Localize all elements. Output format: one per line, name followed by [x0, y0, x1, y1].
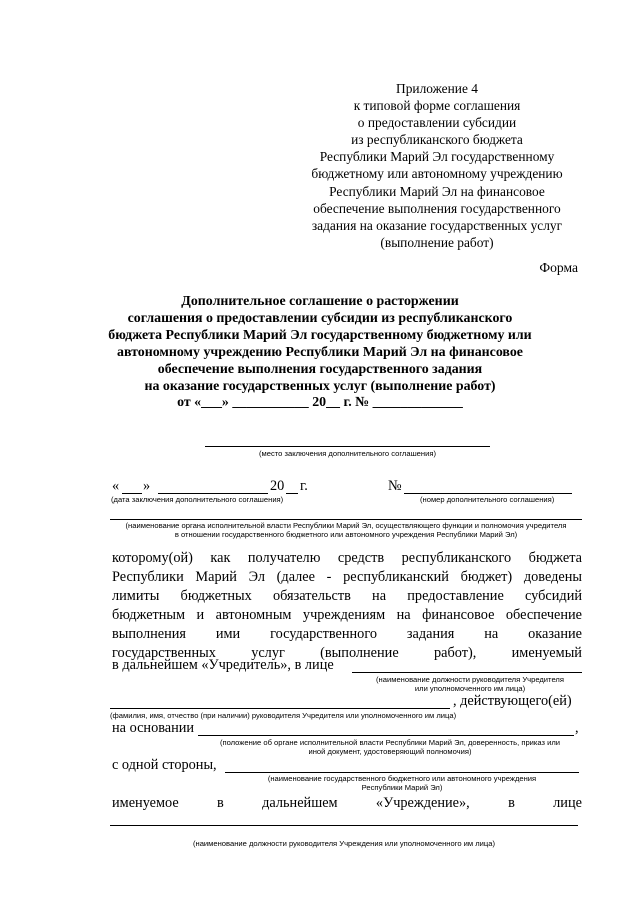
appendix-line: обеспечение выполнения государственного [313, 200, 561, 216]
acting-text: , действующего(ей) [453, 693, 572, 709]
appendix-line: Республики Марий Эл государственному [319, 149, 555, 165]
appendix-line: Приложение 4 [396, 81, 478, 96]
date-year-prefix: 20 [270, 478, 285, 494]
basis-label: на основании [112, 720, 195, 736]
institution-caption-line-1: (наименование государственного бюджетного или автономного учреждения [267, 774, 537, 783]
body-line: которому(ой) как получателю средств республиканского бюджета [112, 550, 582, 566]
basis-comma: , [575, 720, 579, 736]
body-word: государственных [112, 645, 216, 661]
title-line: на оказание государственных услуг (выполнение работ) [144, 378, 496, 394]
date-open-quote: « [112, 478, 120, 494]
body-word: именуемое [112, 795, 179, 811]
basis-caption-line-2: иной документ, удостоверяющий полномочия) [308, 747, 472, 756]
body-word: «Учреждение», [375, 795, 470, 811]
body-word: выполнения [112, 626, 186, 642]
date-close-quote: » [143, 478, 151, 494]
title-line: обеспечение выполнения государственного задания [157, 361, 483, 377]
institution-head-caption: (наименование должности руководителя Учреждения или уполномоченного им лица) [192, 839, 495, 848]
appendix-line: Республики Марий Эл на финансовое [329, 183, 545, 199]
appendix-line: к типовой форме соглашения [353, 98, 521, 114]
appendix-line: бюджетному или автономному учреждению [311, 166, 563, 182]
authority-caption-line-1: (наименование органа исполнительной власти Республики Марий Эл, осуществляющего функции и полномочия учредителя [125, 521, 567, 530]
institution-caption-line-2: Республики Марий Эл) [361, 783, 443, 792]
date-year-suffix: г. [300, 478, 308, 494]
form-label: Форма [539, 260, 578, 275]
body-word: задания [406, 626, 455, 642]
body-word: дальнейшем [262, 795, 338, 811]
body-word: ими [215, 626, 241, 642]
title-line: соглашения о предоставлении субсидии из республиканского [127, 310, 513, 326]
number-sign: № [388, 478, 402, 494]
fio-field-line[interactable] [110, 708, 450, 709]
body-line: лимиты бюджетных обязательств на предоставление субсидий [112, 588, 582, 604]
body-word: в [508, 795, 515, 811]
basis-field-line[interactable] [198, 735, 574, 736]
body-word: лице [553, 795, 582, 811]
number-field-line[interactable] [404, 493, 572, 494]
appendix-header [308, 80, 566, 251]
institution-head-field-line[interactable] [110, 825, 578, 826]
body-word: именуемый [511, 645, 582, 661]
position-caption-line-2: или уполномоченного им лица) [414, 684, 526, 693]
body-line [112, 626, 582, 644]
body-word: на [484, 626, 499, 642]
body-line [112, 795, 582, 813]
basis-caption-line-1: (положение об органе исполнительной власти Республики Марий Эл, доверенность, приказ или [219, 738, 561, 747]
title-line: автономному учреждению Республики Марий Эл на финансовое [117, 344, 523, 360]
appendix-line: из республиканского бюджета [351, 132, 523, 148]
authority-caption-line-2: в отношении государственного бюджетного или автономного учреждения Республики Марий Эл) [174, 530, 518, 539]
body-word: (выполнение [320, 645, 399, 661]
place-caption: (место заключения дополнительного соглашения) [259, 449, 436, 458]
appendix-line: о предоставлении субсидии [357, 115, 517, 131]
appendix-line: (выполнение работ) [380, 234, 494, 250]
day-field-line[interactable] [122, 493, 142, 494]
body-word: оказание [528, 626, 582, 642]
title-date-line: от «___» ___________ 20__ г. № _____________ [177, 395, 463, 411]
month-field-line[interactable] [158, 493, 268, 494]
body-word: в [217, 795, 224, 811]
fio-caption: (фамилия, имя, отчество (при наличии) руководителя Учредителя или уполномоченного им лица) [110, 711, 457, 720]
body-line: в дальнейшем «Учредитель», в лице [112, 657, 334, 673]
year-field-line[interactable] [286, 493, 298, 494]
position-field-line[interactable] [352, 672, 582, 673]
body-line: бюджетным и автономным учреждениям на финансовое обеспечение [112, 607, 582, 623]
body-word: услуг [251, 645, 285, 661]
number-caption: (номер дополнительного соглашения) [420, 495, 555, 504]
title-line: Дополнительное соглашение о расторжении [181, 294, 459, 309]
appendix-line: задания на оказание государственных услуг [311, 217, 563, 233]
body-word: работ), [434, 645, 477, 661]
authority-field-line[interactable] [110, 519, 582, 520]
place-field-line[interactable] [205, 446, 490, 447]
title-line: бюджета Республики Марий Эл государственному бюджетному или [108, 327, 532, 343]
body-line: Республики Марий Эл (далее - республиканский бюджет) доведены [112, 569, 582, 585]
date-caption: (дата заключения дополнительного соглашения) [111, 495, 284, 504]
side-label: с одной стороны, [112, 757, 217, 773]
position-caption-line-1: (наименование должности руководителя Учредителя [376, 675, 564, 684]
document-title [80, 294, 560, 412]
body-word: государственного [270, 626, 377, 642]
institution-field-line[interactable] [225, 772, 579, 773]
